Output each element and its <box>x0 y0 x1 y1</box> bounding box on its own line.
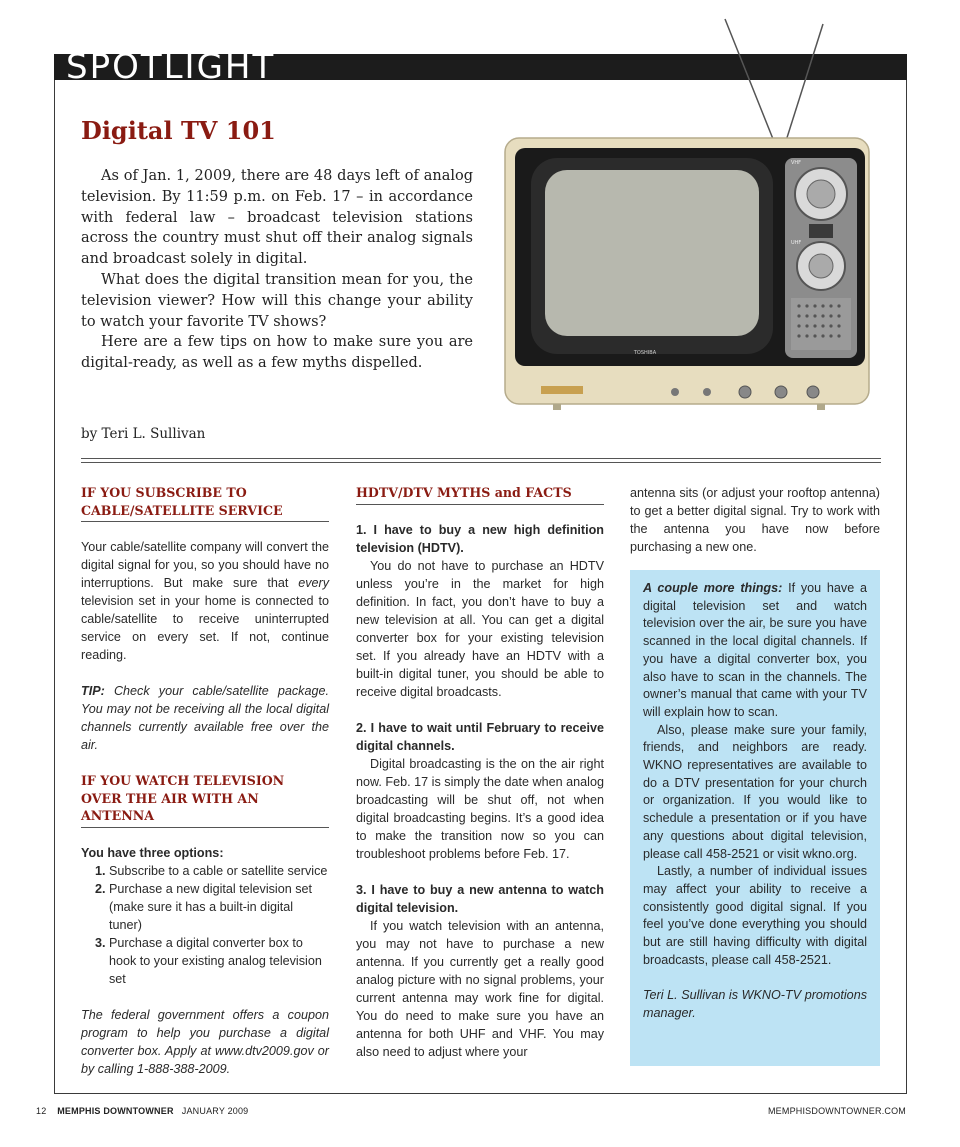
cable-paragraph <box>81 538 329 664</box>
column-myths <box>356 484 604 1061</box>
list-item: 1. Subscribe to a cable or satellite service <box>109 862 329 880</box>
box-paragraph <box>643 580 867 722</box>
options-list <box>81 862 329 988</box>
column-continued <box>630 484 880 556</box>
divider <box>81 462 881 463</box>
vhf-label: VHF <box>791 160 802 166</box>
text-span: television set in your home is connected to cable/satellite to receive uninterrupted service on every set. If not, continue reading. <box>81 594 329 662</box>
myth-text: If you watch television with an antenna, you may not have to purchase a new antenna. If you currently get a really good analog picture with no signal problems, your current antenna may work fine for digital. You do need to make sure you have an antenna for both UHF and VHF. You may also need to adjust where your <box>356 918 604 1059</box>
uhf-knob-center <box>809 254 833 278</box>
vintage-tv-photo <box>495 14 875 419</box>
section-heading: IF YOU WATCH TELEVISION OVER THE AIR WITH AN ANTENNA <box>81 772 329 828</box>
brand-plate <box>541 386 583 394</box>
banner-label: SPOTLIGHT <box>66 47 276 87</box>
vhf-knob-center <box>807 180 835 208</box>
myth-heading: 3. I have to buy a new antenna to watch digital television. <box>356 882 604 915</box>
antenna-right <box>785 24 823 144</box>
page-number: 12 <box>36 1106 47 1116</box>
intro-text <box>81 166 473 374</box>
box-lead: A couple more things: <box>643 581 783 595</box>
box-paragraph: Also, please make sure your family, friends, and neighbors are ready. WKNO representatives are available to do a DTV presentation for your church or organization. If you would like to schedule a presentation or if you have any questions about digital television, please call 458-2521 or visit wkno.org. <box>643 722 867 861</box>
front-knob <box>671 388 679 396</box>
continued-paragraph: antenna sits (or adjust your rooftop antenna) to get a better digital signal. Try to work with the antenna you have now before purchasing a new one. <box>630 486 880 554</box>
channel-indicator <box>809 224 833 238</box>
article-title: Digital TV 101 <box>81 116 276 145</box>
myth-heading: 1. I have to buy a new high definition television (HDTV). <box>356 522 604 555</box>
column-cable <box>81 484 329 1078</box>
front-knob <box>775 386 787 398</box>
divider <box>81 458 881 459</box>
text-span: Your cable/satellite company will convert the digital signal for you, so you should have no interruptions. But make sure that <box>81 540 329 590</box>
list-item: 3. Purchase a digital converter box to hook to your existing analog television set <box>109 934 329 988</box>
myth-text: You do not have to purchase an HDTV unless you’re in the market for high definition. In fact, you don’t have to buy a new television at all. You can get a digital converter box for your existing television set. If you already have an HDTV with a built-in digital tuner, you should be able to receive digital broadcasts. <box>356 558 604 699</box>
front-knob <box>807 386 819 398</box>
text-span: If you have a digital television set and watch television over the air, be sure you have scanned in the local digital channels. If you have a digital converter box, you also have to scan in the channels. The owner’s manual that came with your TV will explain how to scan. <box>643 581 867 719</box>
tip-text: Check your cable/satellite package. You may not be receiving all the local digital channels currently available free over the air. <box>81 684 329 752</box>
section-heading: IF YOU SUBSCRIBE TO CABLE/SATELLITE SERVICE <box>81 484 329 522</box>
front-knob <box>703 388 711 396</box>
footer-site: MEMPHISDOWNTOWNER.COM <box>767 1106 906 1116</box>
antenna-left <box>725 19 775 144</box>
issue-date: JANUARY 2009 <box>181 1106 249 1116</box>
tip-label: TIP: <box>81 684 105 698</box>
list-item: 2. Purchase a new digital television set (make sure it has a built-in digital tuner) <box>109 880 329 934</box>
coupon-paragraph: The federal government offers a coupon program to help you purchase a digital converter box. Apply at www.dtv2009.gov or by calling 1-888-388-2009. <box>81 1007 329 1076</box>
byline: by Teri L. Sullivan <box>81 426 206 442</box>
tv-brand: TOSHIBA <box>633 350 657 356</box>
options-heading: You have three options: <box>81 845 224 860</box>
footer-left <box>36 1106 248 1116</box>
box-paragraph: Lastly, a number of individual issues may affect your ability to receive a consistently good digital signal. If you feel you’ve done everything you should but are still having difficulty with digital broadcasts, please call 458-2521. <box>643 864 867 967</box>
uhf-label: UHF <box>791 240 802 246</box>
intro-paragraph: Here are a few tips on how to make sure you are digital-ready, as well as a few myths dispelled. <box>81 334 473 372</box>
tv-screen <box>545 170 759 336</box>
myth-heading: 2. I have to wait until February to receive digital channels. <box>356 720 604 753</box>
tv-foot <box>553 404 561 410</box>
intro-paragraph: As of Jan. 1, 2009, there are 48 days left of analog television. By 11:59 p.m. on Feb. 17 – in accordance with federal law – broadcast television stations across the country must shut off their analog signals and broadcast solely in digital. <box>81 168 473 268</box>
text-emphasis: every <box>298 576 329 590</box>
magazine-name: MEMPHIS DOWNTOWNER <box>57 1106 174 1116</box>
intro-paragraph: What does the digital transition mean for you, the television viewer? How will this change your ability to watch your favorite TV shows? <box>81 271 473 330</box>
myth-text: Digital broadcasting is the on the air right now. Feb. 17 is simply the date when analog broadcasting will be shut off, not when digital broadcasting begins. It’s a good idea to make the transition now so you can troubleshoot problems before Feb. 17. <box>356 756 604 861</box>
front-knob <box>739 386 751 398</box>
tv-foot <box>817 404 825 410</box>
section-heading: HDTV/DTV MYTHS and FACTS <box>356 484 604 505</box>
sidebar-box <box>630 570 880 1066</box>
author-credit: Teri L. Sullivan is WKNO-TV promotions manager. <box>643 988 867 1021</box>
tip-paragraph <box>81 682 329 754</box>
